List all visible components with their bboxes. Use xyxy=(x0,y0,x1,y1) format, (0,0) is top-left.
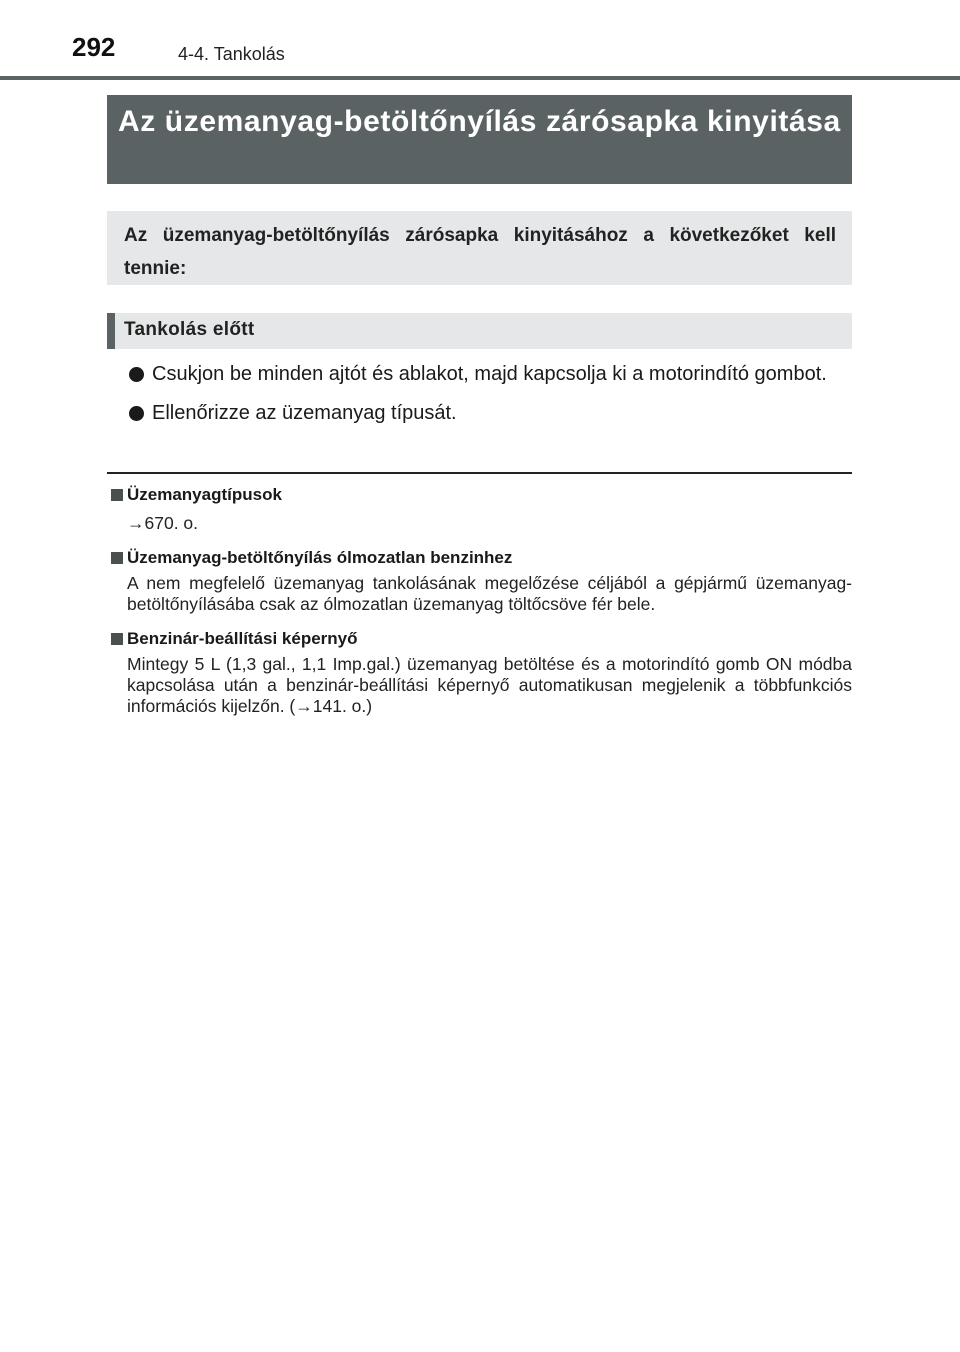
square-bullet-icon xyxy=(111,633,123,645)
bullet-list xyxy=(128,358,852,436)
note-heading-text: Üzemanyag-betöltőnyílás ólmozatlan benzinhez xyxy=(127,548,513,567)
intro-text: Az üzemanyag-betöltőnyílás zárósapka kinyitásához a következőket kell tennie: xyxy=(124,225,836,279)
section-name: 4-4. Tankolás xyxy=(178,44,285,64)
page-number: 292 xyxy=(72,32,116,62)
note-body: Mintegy 5 L (1,3 gal., 1,1 Imp.gal.) üzemanyag betöltése és a motorindító gomb ON módba kapcsolása után a benzinár-beállítási képernyő automatikusan megjelenik a többfunkciós információs kijelzőn. (→141. o.) xyxy=(127,654,852,716)
intro-box xyxy=(107,211,852,285)
title-box xyxy=(107,95,852,184)
notes-divider xyxy=(107,472,852,474)
note-heading-text: Benzinár-beállítási képernyő xyxy=(127,629,358,648)
subheading-bar xyxy=(107,313,852,349)
header-rule xyxy=(0,76,960,80)
note-item xyxy=(110,547,852,615)
note-item xyxy=(110,628,852,717)
note-reference[interactable]: →670. o. xyxy=(127,513,199,533)
square-bullet-icon xyxy=(111,552,123,564)
bullet-dot-icon xyxy=(129,406,144,421)
bullet-item xyxy=(128,358,852,391)
notes-section xyxy=(110,484,852,730)
note-item xyxy=(110,484,852,534)
bullet-dot-icon xyxy=(129,367,144,382)
subheading-text: Tankolás előtt xyxy=(124,319,255,340)
bullet-text: Csukjon be minden ajtót és ablakot, majd kapcsolja ki a motorindító gombot. xyxy=(152,363,827,385)
square-bullet-icon xyxy=(111,489,123,501)
bullet-text: Ellenőrizze az üzemanyag típusát. xyxy=(152,402,457,424)
note-heading xyxy=(110,484,852,506)
bullet-item xyxy=(128,397,852,430)
page-title: Az üzemanyag-betöltőnyílás zárósapka kinyitása xyxy=(118,105,841,138)
note-body: A nem megfelelő üzemanyag tankolásának megelőzése céljából a gépjármű üzemanyag-betöltőnyílásába csak az ólmozatlan üzemanyag töltőcsöve fér bele. xyxy=(127,573,852,614)
note-heading xyxy=(110,547,852,569)
note-heading-text: Üzemanyagtípusok xyxy=(127,485,282,504)
note-heading xyxy=(110,628,852,650)
